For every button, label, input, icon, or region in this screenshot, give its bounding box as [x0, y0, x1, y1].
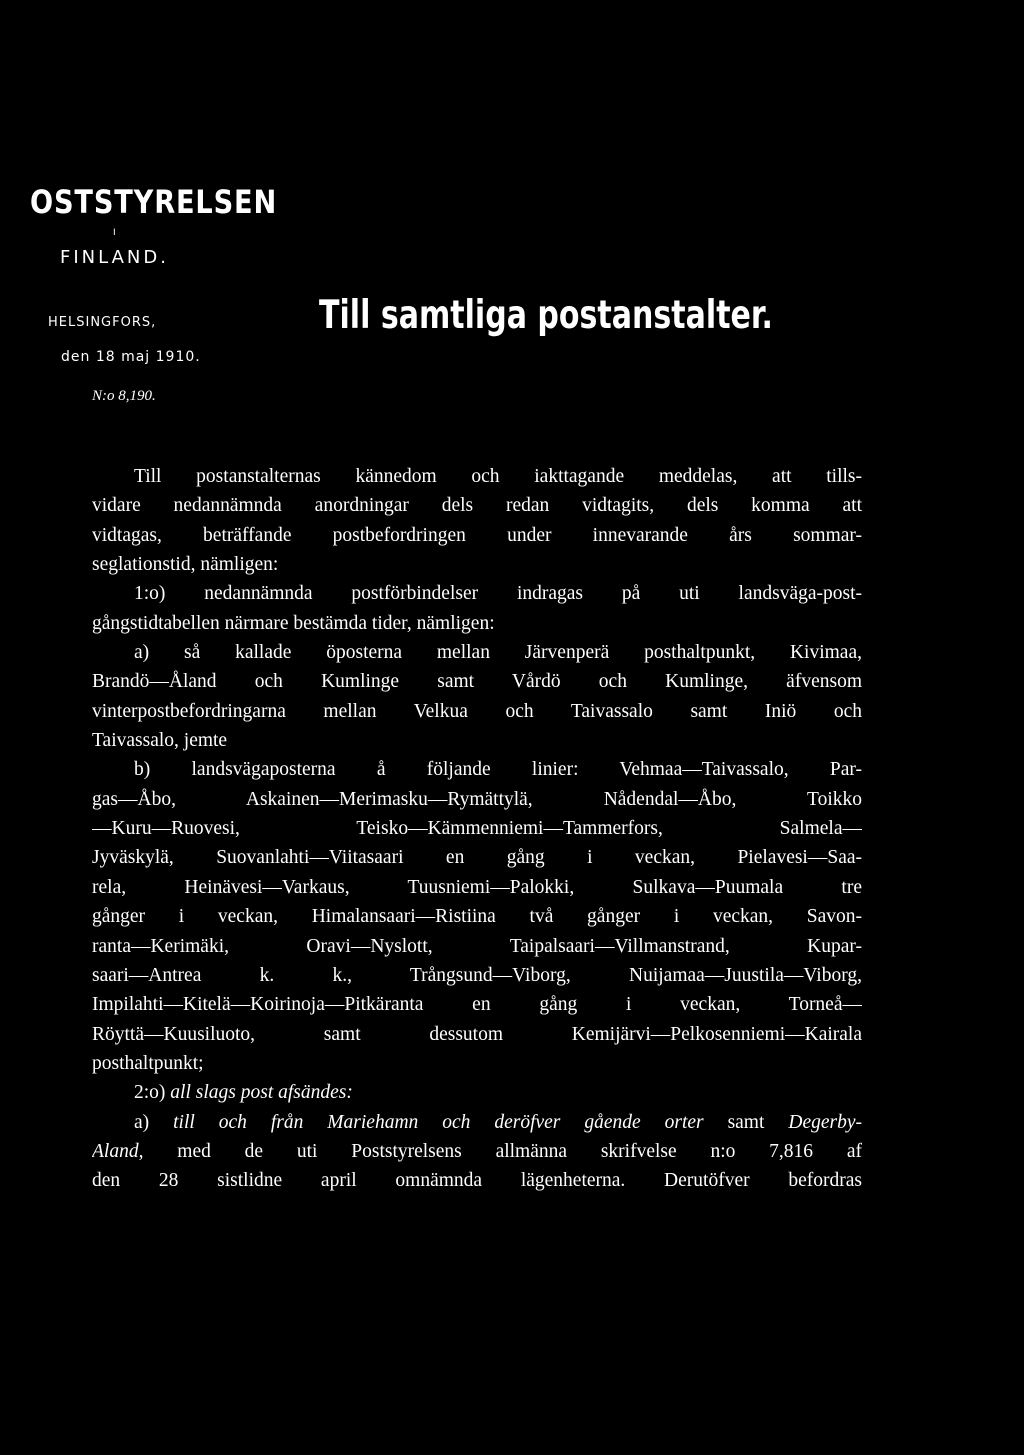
body-line: saari—Antrea k. k., Trångsund—Viborg, Nuijamaa—Juustila—Viborg, [92, 964, 862, 986]
body-line: Taivassalo, jemte [92, 730, 228, 752]
body-line [92, 1108, 862, 1137]
body-line: den 28 sistlidne april omnämnda lägenheterna. Derutöfver befordras [92, 1170, 862, 1192]
body-line: vinterpostbefordringarna mellan Velkua och Taivassalo samt Iniö och [92, 700, 862, 722]
body-line: gas—Åbo, Askainen—Merimasku—Rymättylä, Nådendal—Åbo, Toikko [92, 788, 862, 810]
body-line: Röyttä—Kuusiluoto, samt dessutom Kemijärvi—Pelkosenniemi—Kairala [92, 1023, 862, 1045]
body-line: Jyväskylä, Suovanlahti—Viitasaari en gång i veckan, Pielavesi—Saa- [92, 847, 862, 869]
item-letter: a) [134, 1111, 150, 1133]
body-line: rela, Heinävesi—Varkaus, Tuusniemi—Palokki, Sulkava—Puumala tre [92, 876, 862, 898]
date: den 18 maj 1910. [61, 349, 201, 365]
body-line: ranta—Kerimäki, Oravi—Nyslott, Taipalsaari—Villmanstrand, Kupar- [92, 935, 862, 957]
body-line: 1:o) nedannämnda postförbindelser indragas på uti landsväga-post- [134, 583, 862, 605]
body-text: samt [727, 1111, 765, 1133]
body-line: vidare nedannämnda anordningar dels redan vidtagits, dels komma att [92, 495, 862, 517]
italic-phrase: till och från Mariehamn och deröfver gående orter [173, 1111, 704, 1133]
body-text: med de uti Poststyrelsens allmänna skrifvelse n:o 7,816 af [177, 1140, 862, 1162]
body-line: a) så kallade öposterna mellan Järvenperä posthaltpunkt, Kivimaa, [134, 642, 862, 664]
body-line: Impilahti—Kitelä—Koirinoja—Pitkäranta en gång i veckan, Torneå— [92, 994, 862, 1016]
body-line: gångstidtabellen närmare bestämda tider, nämligen: [92, 612, 495, 634]
org-preposition: I [113, 228, 116, 238]
item-number: 2:o) [134, 1082, 166, 1104]
org-title: OSTSTYRELSEN [30, 183, 278, 221]
italic-phrase: Degerby- [788, 1111, 862, 1133]
letter-body [92, 462, 862, 1196]
addressee-heading: Till samtliga postanstalter. [319, 293, 773, 338]
body-line: b) landsvägaposterna å följande linier: Vehmaa—Taivassalo, Par- [134, 759, 862, 781]
italic-phrase: Aland, [92, 1140, 144, 1162]
italic-phrase: all slags post afsändes: [170, 1082, 353, 1104]
body-line: posthaltpunkt; [92, 1052, 204, 1074]
body-line [92, 1078, 862, 1107]
place: HELSINGFORS, [48, 315, 157, 330]
org-country: FINLAND. [60, 247, 169, 268]
reference-number: N:o 8,190. [92, 388, 156, 404]
body-line: vidtagas, beträffande postbefordringen under innevarande års sommar- [92, 524, 862, 546]
body-line: seglationstid, nämligen: [92, 554, 279, 576]
body-line [92, 1137, 862, 1166]
body-line: —Kuru—Ruovesi, Teisko—Kämmenniemi—Tammerfors, Salmela— [92, 818, 862, 840]
body-line: Till postanstalternas kännedom och iakttagande meddelas, att tills- [134, 466, 862, 487]
body-line: Brandö—Åland och Kumlinge samt Vårdö och Kumlinge, äfvensom [92, 671, 862, 693]
body-line: gånger i veckan, Himalansaari—Ristiina två gånger i veckan, Savon- [92, 906, 862, 928]
